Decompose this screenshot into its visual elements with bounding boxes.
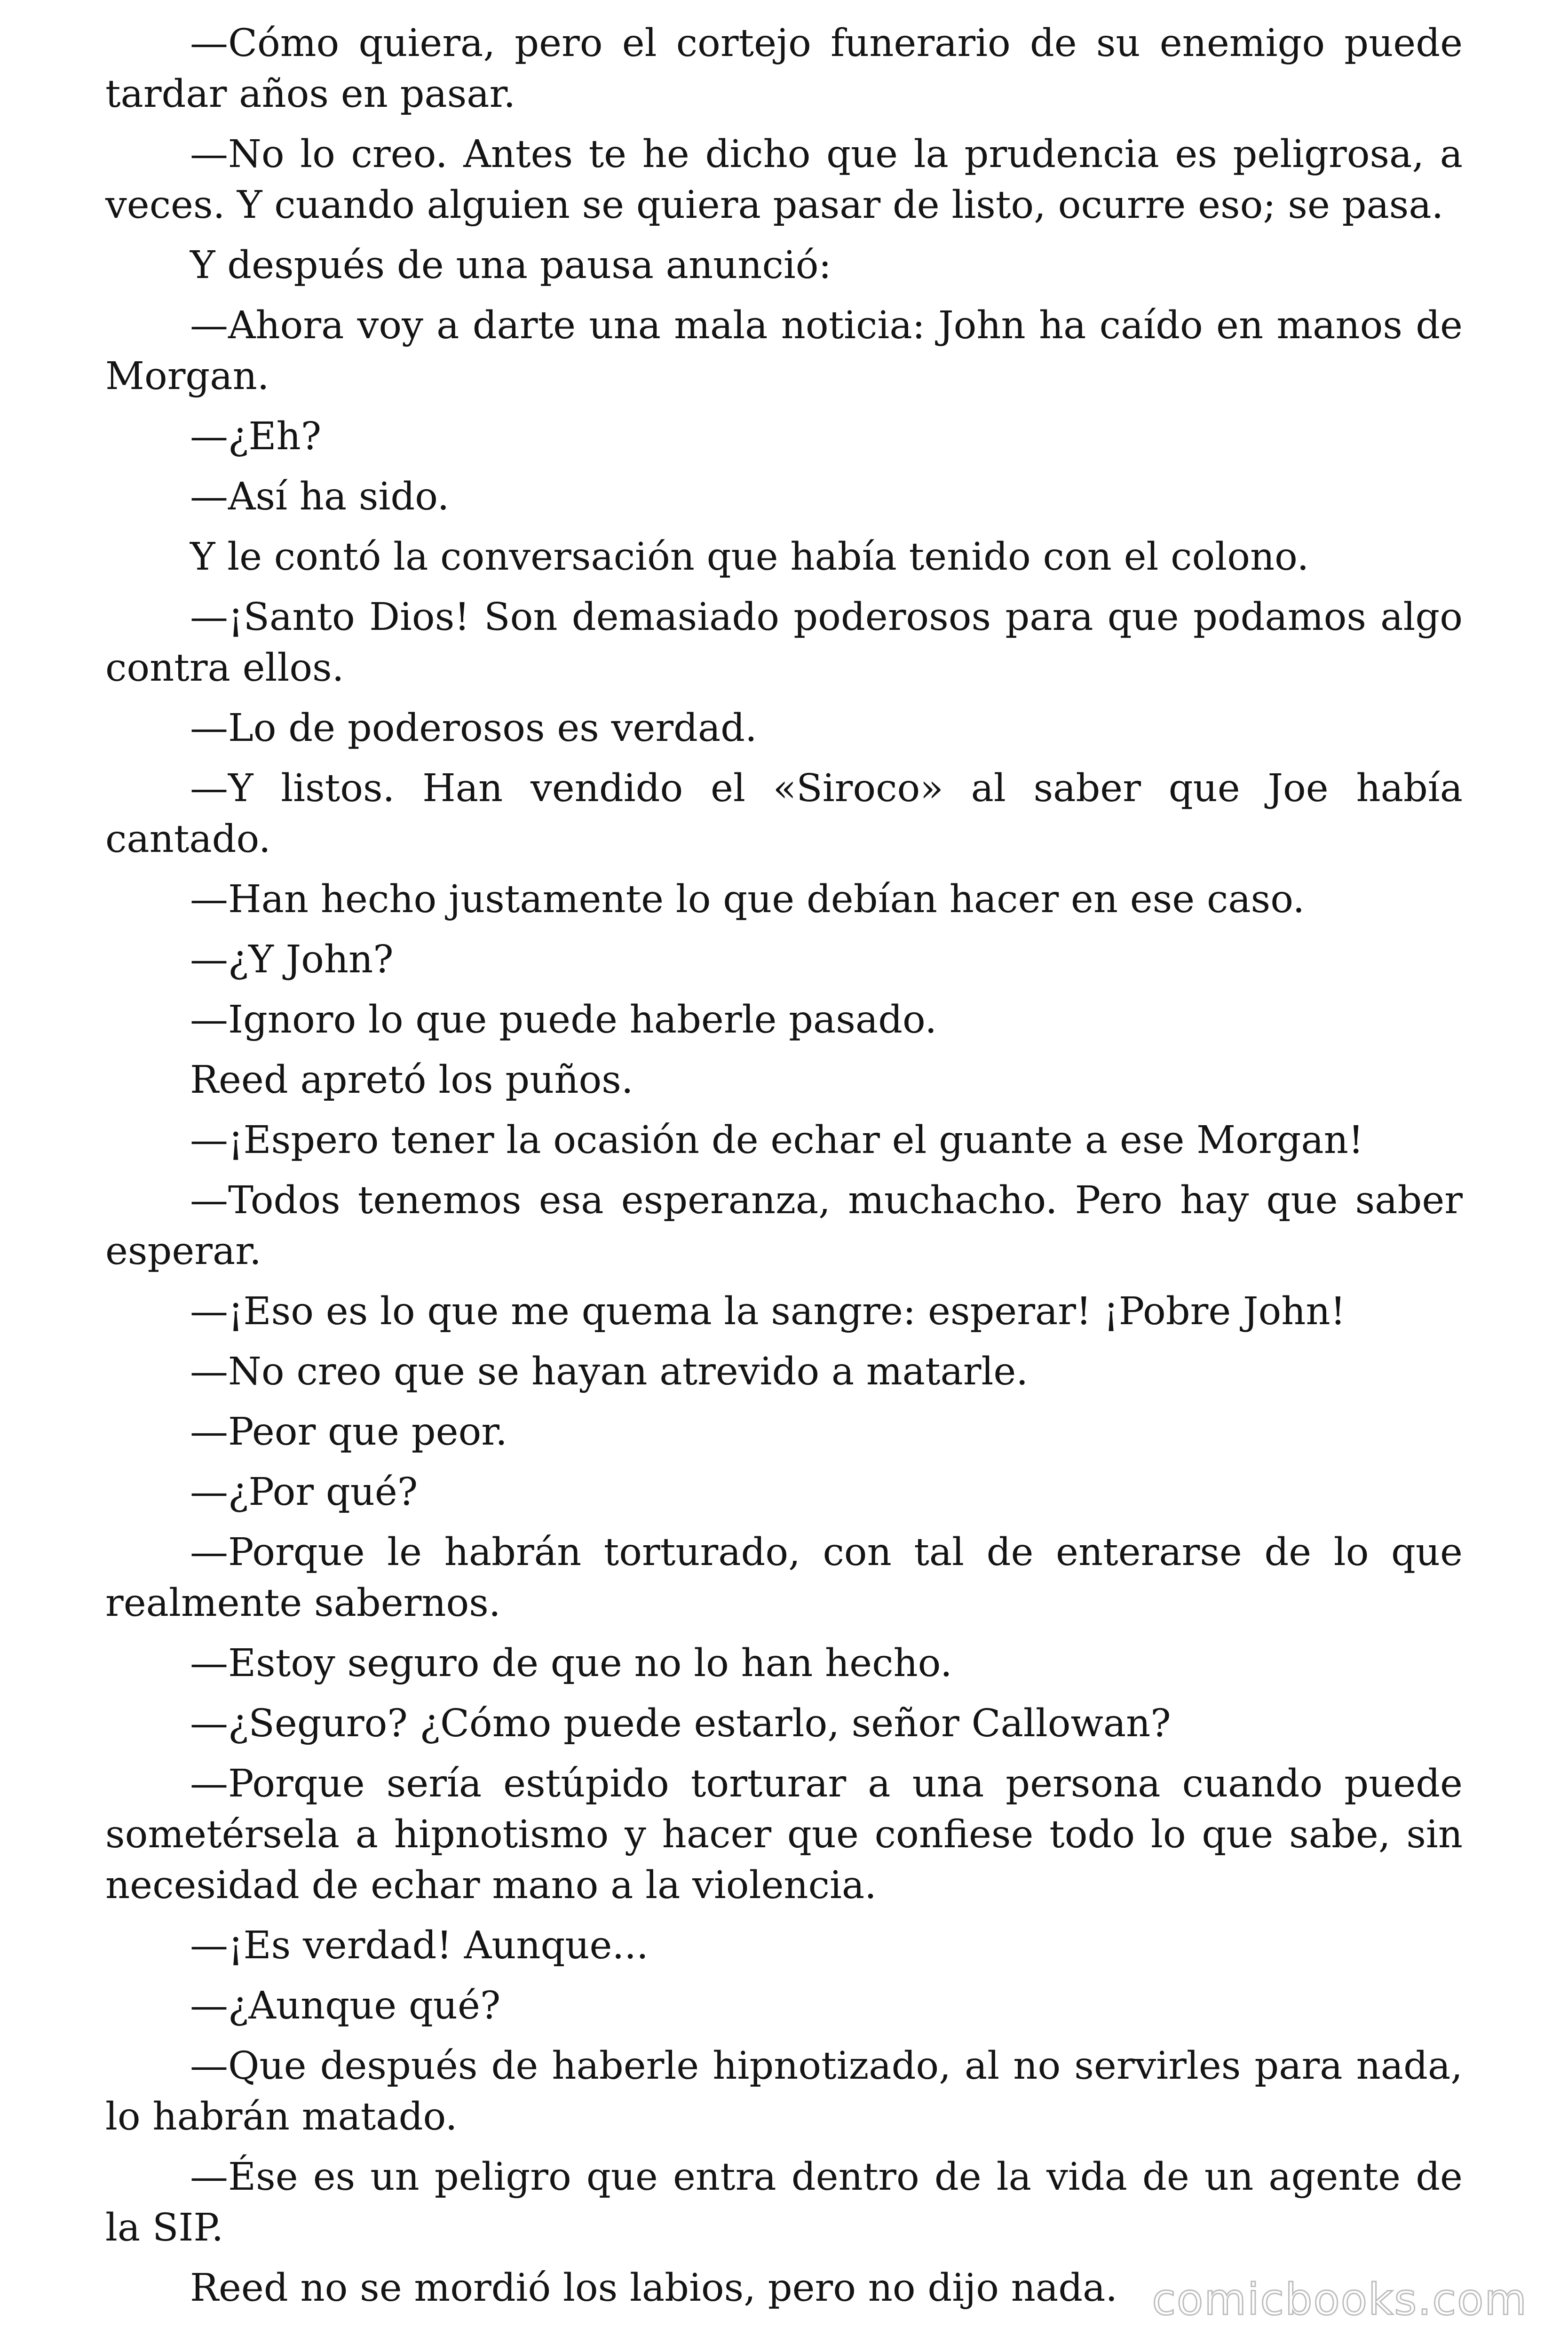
- paragraph: —¿Eh?: [190, 414, 322, 459]
- paragraph: —¡Santo Dios! Son demasiado poderosos para que podamos algo contra ellos.: [105, 595, 1463, 690]
- paragraph: —Cómo quiera, pero el cortejo funerario de su enemigo puede tardar años en pasar.: [105, 21, 1463, 116]
- paragraph: —Ahora voy a darte una mala noticia: John ha caído en manos de Morgan.: [105, 303, 1463, 398]
- paragraph: —Ése es un peligro que entra dentro de la vida de un agente de la SIP.: [105, 2155, 1463, 2250]
- paragraph: —¡Eso es lo que me quema la sangre: esperar! ¡Pobre John!: [190, 1289, 1346, 1334]
- paragraph: —¡Espero tener la ocasión de echar el guante a ese Morgan!: [190, 1118, 1364, 1162]
- paragraph: Y le contó la conversación que había tenido con el colono.: [190, 535, 1309, 579]
- paragraph: —Porque sería estúpido torturar a una persona cuando puede sometérsela a hipnotismo y hacer que confiese todo lo que sabe, sin necesidad de echar mano a la violencia.: [105, 1762, 1463, 1907]
- page-body: [105, 18, 1463, 2323]
- paragraph: Reed apretó los puños.: [190, 1058, 634, 1102]
- paragraph: Reed no se mordió los labios, pero no dijo nada.: [190, 2266, 1118, 2310]
- paragraph: —No creo que se hayan atrevido a matarle.: [190, 1350, 1029, 1394]
- paragraph: —Peor que peor.: [190, 1410, 507, 1454]
- paragraph: —Y listos. Han vendido el «Siroco» al saber que Joe había cantado.: [105, 766, 1463, 861]
- paragraph: —¡Es verdad! Aunque...: [190, 1923, 649, 1968]
- paragraph: —Así ha sido.: [190, 475, 450, 519]
- paragraph: —Estoy seguro de que no lo han hecho.: [190, 1641, 952, 1685]
- paragraph: —¿Y John?: [190, 938, 394, 982]
- paragraph: —No lo creo. Antes te he dicho que la prudencia es peligrosa, a veces. Y cuando alguien se quiera pasar de listo, ocurre eso; se pasa.: [105, 132, 1463, 227]
- paragraph: —Han hecho justamente lo que debían hacer en ese caso.: [190, 877, 1305, 922]
- paragraph: Y después de una pausa anunció:: [190, 243, 832, 287]
- paragraph: —Ignoro lo que puede haberle pasado.: [190, 998, 937, 1042]
- paragraph: —Todos tenemos esa esperanza, muchacho. Pero hay que saber esperar.: [105, 1178, 1463, 1273]
- paragraph: —¿Seguro? ¿Cómo puede estarlo, señor Callowan?: [190, 1701, 1171, 1746]
- paragraph: —¿Por qué?: [190, 1470, 418, 1514]
- paragraph: —¿Aunque qué?: [190, 1984, 501, 2028]
- paragraph: —Lo de poderosos es verdad.: [190, 706, 757, 750]
- watermark: comicbooks.com: [1152, 2274, 1528, 2325]
- paragraph: —Que después de haberle hipnotizado, al no servirles para nada, lo habrán matado.: [105, 2044, 1463, 2139]
- paragraph: —Porque le habrán torturado, con tal de enterarse de lo que realmente sabernos.: [105, 1530, 1463, 1625]
